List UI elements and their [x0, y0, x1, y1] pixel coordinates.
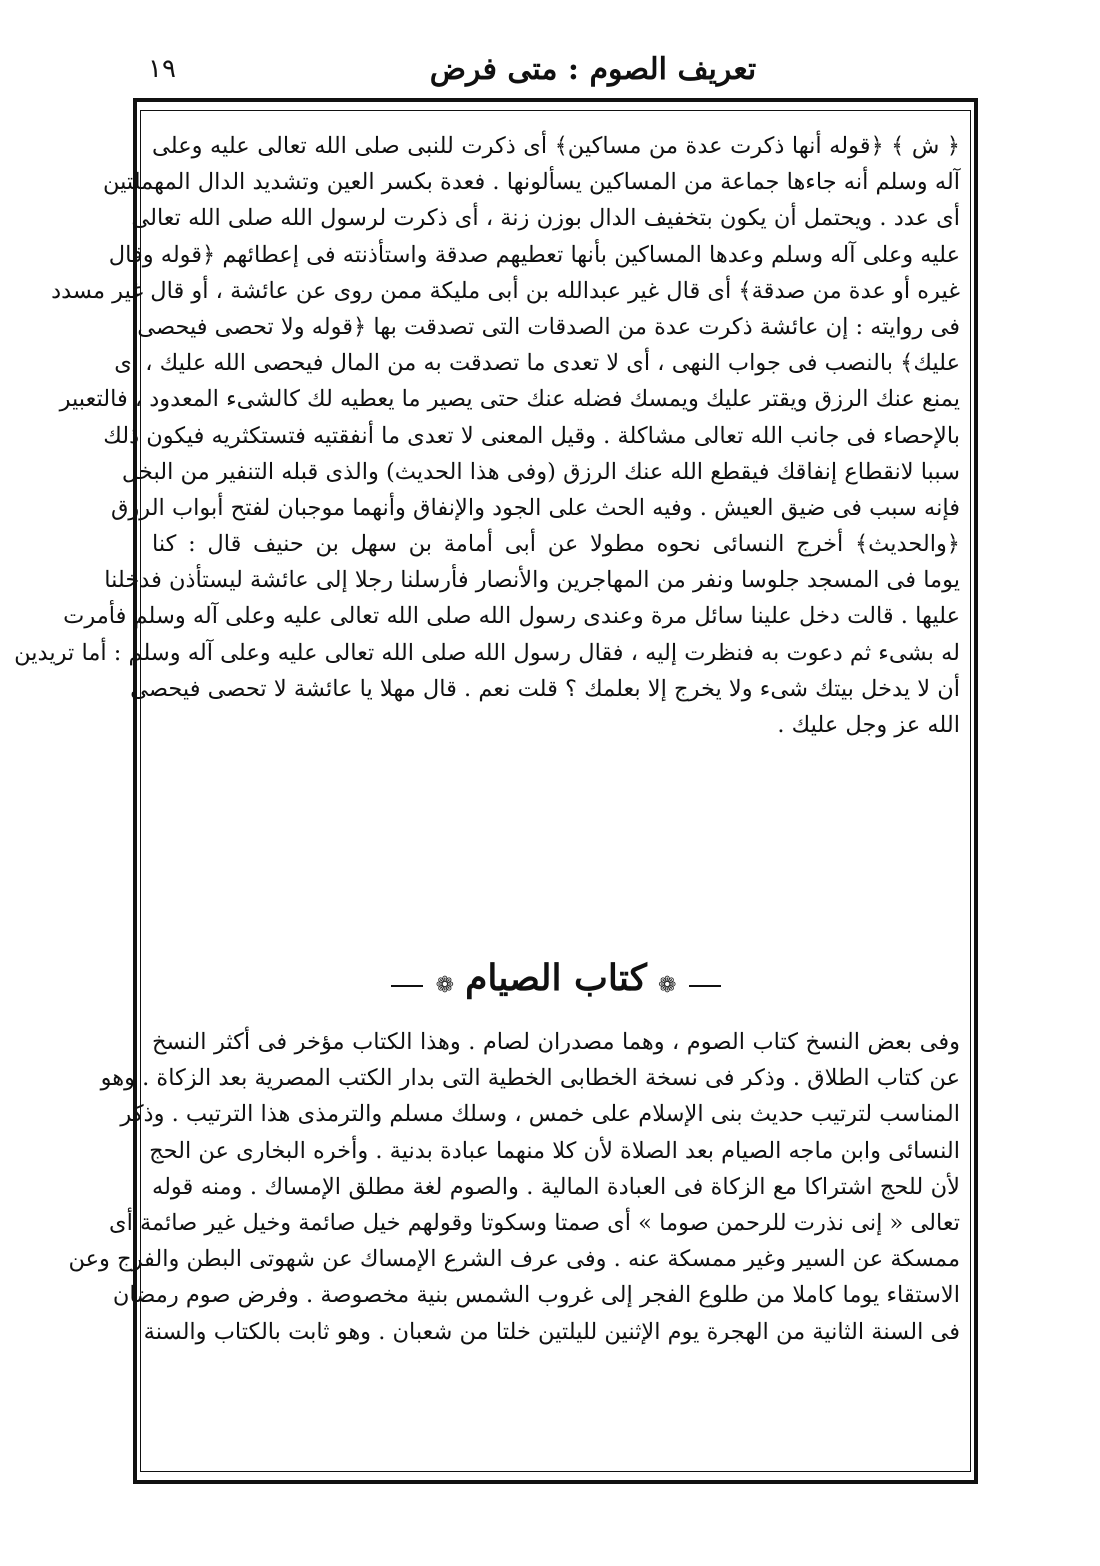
text-line: عن كتاب الطلاق . وذكر فى نسخة الخطابى الخطية التى بدار الكتب المصرية بعد الزكاة . وهو [100, 1065, 960, 1092]
text-line: آله وسلم أنه جاءها جماعة من المساكين يسألونها . فعدة بكسر العين وتشديد الدال المهملتين [102, 169, 960, 196]
text-line: الله عز وجل عليك . [777, 712, 960, 738]
text-line: عليك﴾ بالنصب فى جواب النهى ، أى لا تعدى ما تصدقت به من المال فيحصى الله عليك ، أى [114, 350, 960, 377]
text-line: فإنه سبب فى ضيق العيش . وفيه الحث على الجود والإنفاق وأنهما موجبان لفتح أبواب الرزق [110, 494, 960, 521]
text-line: يوما فى المسجد جلوسا ونفر من المهاجرين والأنصار فأرسلنا رجلا إلى عائشة ليستأذن فدخلنا [104, 567, 960, 594]
text-line: بالإحصاء فى جانب الله تعالى مشاكلة . وقيل المعنى لا تعدى ما أنفقتيه فتستكثريه فيكون ذلك [103, 422, 960, 449]
chapter-heading [152, 950, 960, 1006]
page-number: ١٩ [148, 54, 176, 84]
text-line: عليها . قالت دخل علينا سائل مرة وعندى رسول الله صلى الله تعالى عليه وعلى آله وسلم فأمرت [63, 603, 960, 630]
chapter-title: كتاب الصيام [465, 957, 647, 999]
page-header [148, 52, 978, 92]
text-line: فى السنة الثانية من الهجرة يوم الإثنين لليلتين خلتا من شعبان . وهو ثابت بالكتاب والسنة [143, 1318, 960, 1345]
text-line: تعالى « إنى نذرت للرحمن صوما » أى صمتا وسكوتا وقولهم خيل صائمة وخيل غير صائمة أى [108, 1209, 960, 1236]
text-line: ﴿والحديث﴾ أخرج النسائى نحوه مطولا عن أبى أمامة بن سهل بن حنيف قال : كنا [152, 531, 960, 558]
chapter-body [68, 1024, 960, 1350]
text-line: سببا لانقطاع إنفاقك فيقطع الله عنك الرزق (وفى هذا الحديث) والذى قبله التنفير من البخل [121, 458, 960, 485]
text-line: له بشىء ثم دعوت به فنظرت إليه ، فقال رسول الله صلى الله تعالى عليه وعلى آله وسلم : أما تريدين [14, 639, 960, 666]
text-line: عليه وعلى آله وسلم وعدها المساكين بأنها تعطيهم صدقة واستأذنته فى إعطائهم ﴿قوله وقال [108, 241, 960, 268]
text-line: وفى بعض النسخ كتاب الصوم ، وهما مصدران لصام . وهذا الكتاب مؤخر فى أكثر النسخ [152, 1029, 960, 1055]
heading-dash [391, 985, 423, 987]
text-line: النسائى وابن ماجه الصيام بعد الصلاة لأن كلا منهما عبادة بدنية . وأخره البخارى عن الحج [149, 1137, 960, 1164]
ornament-icon: ❁ [657, 972, 677, 998]
text-line: أى عدد . ويحتمل أن يكون بتخفيف الدال بوزن زنة ، أى ذكرت لرسول الله صلى الله تعالى [131, 205, 960, 232]
running-title: تعريف الصوم : متى فرض [429, 52, 757, 87]
heading-dash [689, 985, 721, 987]
text-line: يمنع عنك الرزق ويقتر عليك ويمسك فضله عنك حتى يصير ما يعطيه لك كالشىء المعدود ، فالتعبير [59, 386, 960, 413]
text-line: الاستقاء يوما كاملا من طلوع الفجر إلى غروب الشمس بنية مخصوصة . وفرض صوم رمضان [112, 1282, 960, 1309]
text-line: غيره أو عدة من صدقة﴾ أى قال غير عبدالله بن أبى مليكة ممن روى عن عائشة ، أو قال غير مسدد [51, 277, 960, 304]
commentary-section [14, 128, 960, 743]
text-line: ممسكة عن السير وغير ممسكة عنه . وفى عرف الشرع الإمساك عن شهوتى البطن والفرج وعن [68, 1246, 960, 1273]
text-line: أن لا يدخل بيتك شىء ولا يخرج إلا بعلمك ؟ قلت نعم . قال مهلا يا عائشة لا تحصى فيحصى [130, 675, 960, 702]
ornament-icon: ❁ [435, 972, 455, 998]
text-line: المناسب لترتيب حديث بنى الإسلام على خمس ، وسلك مسلم والترمذى هذا الترتيب . وذكر [120, 1101, 960, 1128]
text-line: لأن للحج اشتراكا مع الزكاة فى العبادة المالية . والصوم لغة مطلق الإمساك . ومنه قوله [152, 1173, 960, 1200]
text-line: فى روايته : إن عائشة ذكرت عدة من الصدقات التى تصدقت بها ﴿قوله ولا تحصى فيحصى [137, 313, 960, 340]
text-line: ﴿ ش ﴾ ﴿قوله أنها ذكرت عدة من مساكين﴾ أى ذكرت للنبى صلى الله تعالى عليه وعلى [152, 133, 960, 159]
